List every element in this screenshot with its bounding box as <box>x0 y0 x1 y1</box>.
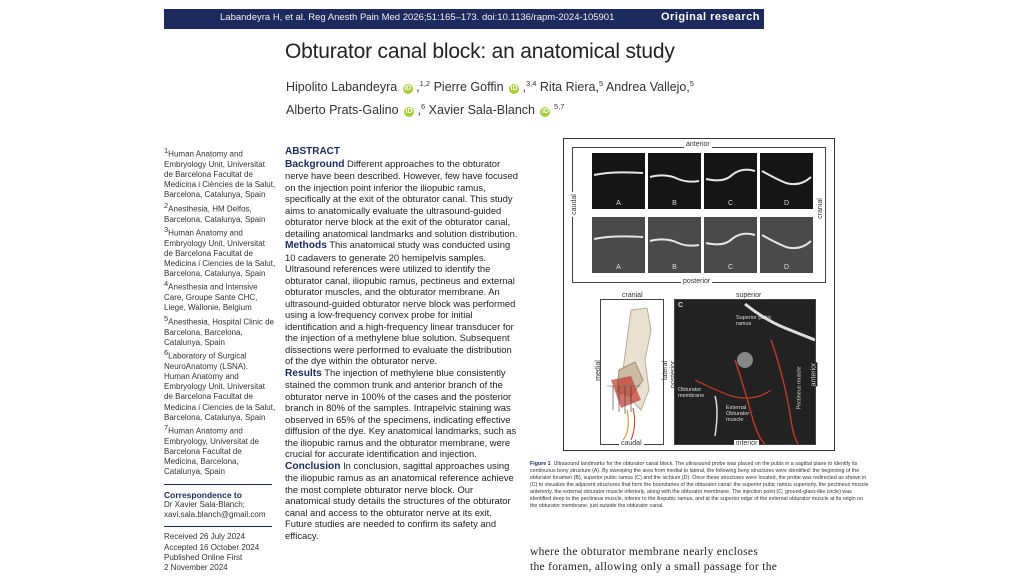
affiliation-number: 3 <box>164 224 169 234</box>
author-list: Hipolito Labandeyra iD ,$^{1,2}$ Pierre Goffin iD ,$^{3,4}$ Rita Riera,$^5$ Andrea Vallejo,$^5$ Alberto Prats-Galino iD ,$^6$ Xavier Sala-Blanch iD $^{5,7}$ <box>286 79 694 118</box>
methods-label: Methods <box>285 240 327 251</box>
label-cranial-small: cranial <box>622 292 643 299</box>
pelvis-3d-panel <box>600 299 664 445</box>
affiliation <box>164 314 276 348</box>
tile-letter: A <box>616 200 621 207</box>
panel-letter: C <box>678 302 684 309</box>
label-posterior: posterior <box>683 278 711 285</box>
author-name[interactable]: Xavier Sala-Blanch <box>428 103 535 118</box>
affiliation-number: 4 <box>164 279 169 289</box>
results-label: Results <box>285 367 322 379</box>
results-text: The injection of methylene blue consistently stained the common trunk and anterior branch of the obturator nerve in 100% of the cases and the posterior branch in 80% of the samples. Intrapelvic staining was observed in 65% of the specimens, indicating effective diffusion of the dye. Key anatomical landmarks, such as the iliopubic ramus and the obturator membrane, were crucial for accurate identification and injection. <box>285 366 517 459</box>
divider <box>164 484 272 485</box>
tile-letter: A <box>616 264 621 271</box>
orcid-icon[interactable]: iD <box>405 108 413 116</box>
correspondence-name: Dr Xavier Sala-Blanch; <box>164 499 245 509</box>
affiliation-number: 7 <box>164 423 169 433</box>
abstract-background <box>285 158 521 240</box>
conclusion-text: In conclusion, sagittal approaches using the iliopubic ramus as an anatomical reference achieve the most complete obturator nerve block. Our anatomical study details the structures of the obturator canal and access to the obturator nerve at its exit. Future studies are needed to confirm its safety and efficacy. <box>285 459 514 541</box>
label-superior-pubic-ramus: Superior pubic ramus <box>736 315 772 327</box>
correspondence-title: Correspondence to <box>164 489 242 500</box>
tile-letter: D <box>783 200 790 207</box>
pelvis-illustration <box>601 300 664 445</box>
abstract-conclusion <box>285 460 521 542</box>
author-affil: 3,4 <box>525 79 537 88</box>
author-name[interactable]: Pierre Goffin <box>433 80 504 95</box>
abstract-methods <box>285 239 521 367</box>
figure-1[interactable] <box>563 138 835 451</box>
affiliation-number: 2 <box>164 200 169 210</box>
affiliation <box>164 423 276 478</box>
date-published: 2 November 2024 <box>164 562 228 572</box>
abstract-title: ABSTRACT <box>285 146 340 157</box>
correspondence-email[interactable]: xavi.sala.blanch@gmail.com <box>164 510 266 520</box>
author-name[interactable]: Hipolito Labandeyra <box>286 80 398 95</box>
date-accepted: Accepted 16 October 2024 <box>164 542 260 552</box>
label-pectineus: Pectineus muscle <box>796 366 803 410</box>
label-anterior-small: anterior <box>810 362 818 387</box>
label-caudal-small: caudal <box>621 440 642 447</box>
label-superior: superior <box>736 292 762 299</box>
ultrasound-tile <box>648 217 701 273</box>
tile-letter: D <box>783 264 790 271</box>
body-line: where the obturator membrane nearly encloses <box>530 546 759 558</box>
author-affil: 1,2 <box>419 79 431 88</box>
ultrasound-tile <box>760 153 813 209</box>
body-text <box>530 545 820 575</box>
citation: Labandeyra H, et al. Reg Anesth Pain Med 2026;51:165–173. doi:10.1136/rapm-2024-105901 <box>220 12 615 23</box>
background-label: Background <box>285 158 345 170</box>
label-inferior: inferior <box>736 440 758 447</box>
label-caudal: caudal <box>570 194 578 215</box>
tile-letter: B <box>672 200 677 207</box>
author-affil: 5 <box>689 79 694 88</box>
affiliation <box>164 146 276 201</box>
affiliations-sidebar <box>164 146 276 573</box>
label-lateral: lateral <box>662 360 670 381</box>
orcid-icon[interactable]: iD <box>404 85 412 93</box>
ultrasound-tile <box>704 217 757 273</box>
article-title: Obturator canal block: an anatomical study <box>285 40 675 63</box>
affiliation-number: 1 <box>164 146 169 155</box>
label-obturator-membrane: Obturator membrane <box>678 387 705 399</box>
affiliation-number: 6 <box>164 347 169 357</box>
label-anterior: anterior <box>686 141 710 148</box>
affiliation-text: Human Anatomy and Embryology Unit, Universitat de Barcelona Facultat de Medicina i Ciencies de la Salut, Barcelona, Catalunya, Spain <box>164 228 276 279</box>
affiliation-text: Human Anatomy and Embryology, Universitat de Barcelona Facultat de Medicina, Barcelona, Catalunya, Spain <box>164 426 259 477</box>
affiliation-text: Anesthesia and Intensive Care, Groupe Sante CHC, Liege, Wallonie, Belgium <box>164 283 258 313</box>
author-name[interactable]: Alberto Prats-Galino <box>286 103 399 118</box>
affiliation-text: Laboratory of Surgical NeuroAnatomy (LSNA). Human Anatomy and Embryology Unit, Universitat de Barcelona Facultat de Medicina i Ciencies de la Salut, Barcelona, Catalunya, Spain <box>164 351 276 422</box>
label-posterior-small: posterior <box>670 360 678 389</box>
tile-letter: C <box>727 200 734 207</box>
conclusion-label: Conclusion <box>285 460 341 472</box>
affiliation-text: Human Anatomy and Embryology Unit, Universitat de Barcelona Facultat de Medicina i Ciències de la Salut, Barcelona, Catalunya, Spain <box>164 149 276 200</box>
tile-letter: C <box>727 264 734 271</box>
ultrasound-tile <box>648 153 701 209</box>
affiliation-text: Anesthesia, HM Delfos, Barcelona, Catalunya, Spain <box>164 204 266 224</box>
author-name[interactable]: Rita Riera, <box>539 80 599 95</box>
abstract <box>285 146 521 541</box>
affiliation-list <box>164 146 276 478</box>
label-external-obturator: External Obturator muscle <box>726 405 750 423</box>
divider <box>164 526 272 527</box>
affiliation <box>164 279 276 313</box>
label-cranial: cranial <box>816 198 824 219</box>
section-label: Original research <box>661 11 760 23</box>
label-medial: medial <box>594 360 602 381</box>
abstract-results <box>285 367 521 460</box>
author-affil: 6 <box>421 102 426 112</box>
affiliation <box>164 225 276 280</box>
orcid-icon[interactable]: iD <box>541 108 549 116</box>
affiliation <box>164 348 276 423</box>
ultrasound-tile <box>704 153 757 209</box>
caption-label: Figure 1 <box>530 461 551 467</box>
tile-letter: B <box>672 264 677 271</box>
ultrasound-tile <box>760 217 813 273</box>
figure-caption <box>530 461 870 510</box>
affiliation-number: 5 <box>164 313 169 323</box>
affiliation-text: Anesthesia, Hospital Clinic de Barcelona, Barcelona, Catalunya, Spain <box>164 317 275 347</box>
author-affil: 5,7 <box>553 102 565 112</box>
date-published-label: Published Online First <box>164 552 243 562</box>
orcid-icon[interactable]: iD <box>510 85 518 93</box>
ultrasound-tile <box>592 217 645 273</box>
caption-text: Ultrasound landmarks for the obturator canal block. The ultrasound probe was placed on the pubis in a sagittal plane to identify its continuous bony structure (A). By sweeping the area from medial to lateral, the following bony structures were identified: the beginning of the obturator foramen (B), superior pubic ramus (C) and the ischium (D). Once these structures were located, the probe was redirected as shown in (C) to visualize the adjacent structures that form the boundaries of the obturator canal: the superior pubic ramus superiorly, the pectineus muscle anteriorly, the external obturator muscle inferiorly, along with the obturator membrane. The injection point (C; ground-glass-like circle) was identified deep to the pectineus muscle, inferior to the iliopubic ramus, and at the superior edge of the external obturator muscle at its origin on the obturator membrane, just outside the obturator canal. <box>530 461 869 509</box>
author-name[interactable]: Andrea Vallejo, <box>605 80 690 95</box>
body-line: the foramen, allowing only a small passage for the <box>530 561 778 573</box>
background-text: Different approaches to the obturator nerve have been described. However, few have focused on the injection point inferior the iliopubic ramus, specifically at the exit of the obturator canal. This study aims to anatomically evaluate the ultrasound-guided obturator nerve block at the exit of the obturator canal, detailing anatomical landmarks and solution distribution. <box>285 157 518 239</box>
methods-text: This anatomical study was conducted using 10 cadavers to generate 20 hemipelvis samples. Ultrasound references were utilized to identify the obturator canal, iliopubic ramus, pectineus and external obturator muscles, and the obturator membrane. An ultrasound-guided obturator nerve block was performed using a low-frequency convex probe for initial identification and a high-frequency linear transducer for the injection of a methylene blue solution. Subsequent dissections were performed to evaluate the distribution of the dye within the obturator nerve. <box>285 239 516 366</box>
date-received: Received 26 July 2024 <box>164 532 245 542</box>
affiliation <box>164 201 276 225</box>
author-affil: 5 <box>598 79 604 88</box>
ultrasound-tile <box>592 153 645 209</box>
